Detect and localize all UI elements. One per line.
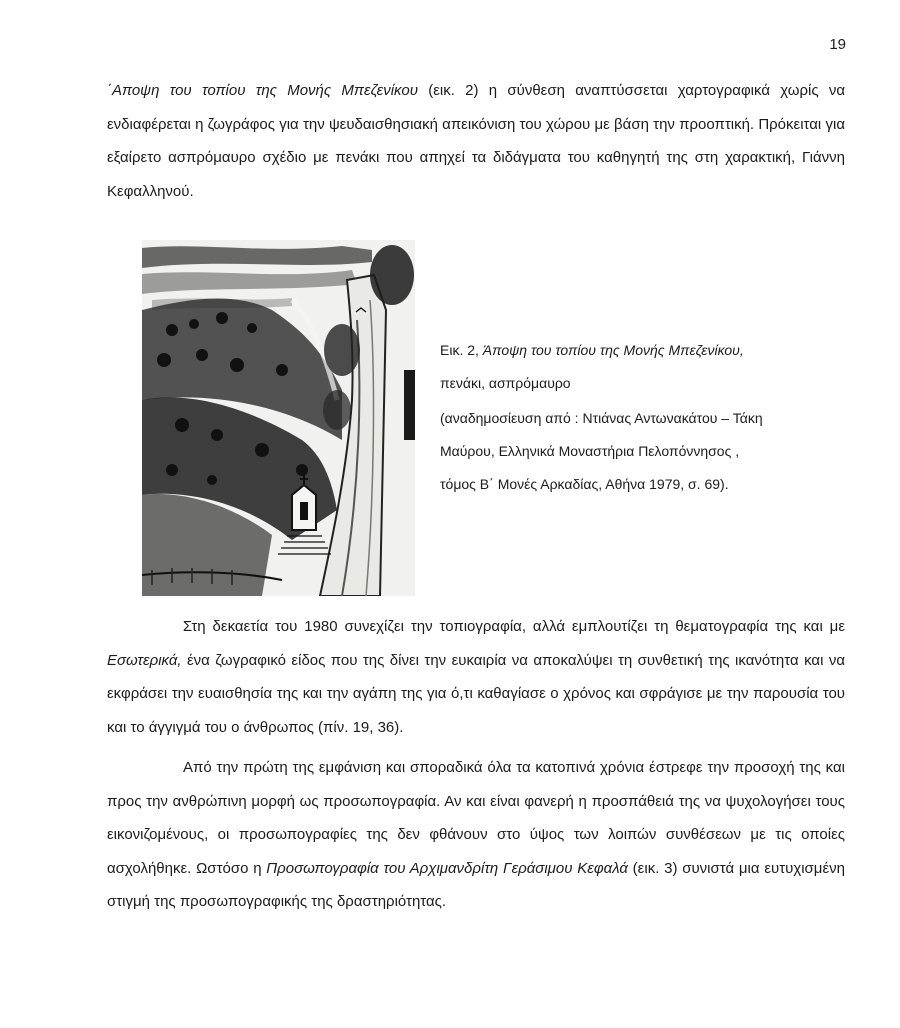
genre-term: Εσωτερικά, (107, 651, 182, 669)
paragraph-intro (107, 74, 845, 208)
paragraph-portraiture-text-1: Από την πρώτη της εμφάνιση και σποραδικά όλα τα κατοπινά χρόνια έστρεφε την προσοχή της και προς την ανθρώπινη μορφή ως προσωπογραφία. Αν και είναι φανερή η προσπάθειά της να ψυχολογήσει τους εικονιζομένους, οι προσωπογραφίες της δεν φθάνουν στο ύψος των λοιπών συνθέσεων με τις οποίες ασχολήθηκε. Ωστόσο η (107, 759, 845, 877)
monastery-landscape-sketch (142, 240, 415, 596)
page-number: 19 (829, 36, 846, 53)
figure-source-citation (440, 402, 820, 501)
paragraph-intro-text: (εικ. 2) η σύνθεση αναπτύσσεται χαρτογραφικά χωρίς να ενδιαφέρεται η ζωγράφος για την ψευδαισθησιακή απεικόνιση του χώρου με βάση την προοπτική. Πρόκειται για εξαίρετο ασπρόμαυρο σχέδιο με πενάκι που απηχεί τα διδάγματα του καθηγητή της στη χαρακτική, Γιάννη Κεφαλληνού. (107, 82, 845, 200)
paragraph-interiors-text-2: ένα ζωγραφικό είδος που της δίνει την ευκαιρία να αποκαλύψει τη συνθετική της ικανότητα και να εκφράσει την ευαισθησία της και την αγάπη της για ό,τι καθαγίασε ο χρόνος και σφράγισε με την παρουσία του και το άγγιγμά του ο άνθρωπος (πίν. 19, 36). (107, 651, 845, 736)
artwork-title: ΄Αποψη του τοπίου της Μονής Μπεζενίκου (107, 82, 418, 99)
paragraph-interiors (107, 610, 845, 744)
source-line-1: (αναδημοσίευση από : Ντιάνας Αντωνακάτου – Τάκη (440, 410, 763, 426)
paragraph-interiors-text-1: Στη δεκαετία του 1980 συνεχίζει την τοπιογραφία, αλλά εμπλουτίζει τη θεματογραφία της και με (182, 618, 846, 635)
paragraph-portraiture-text-2: (εικ. 3) συνιστά μια ευτυχισμένη στιγμή της προσωπογραφικής της δραστηριότητας. (107, 859, 845, 910)
indent (107, 618, 183, 635)
caption-prefix: Εικ. 2, (440, 342, 483, 358)
source-line-3: τόμος Β΄ Μονές Αρκαδίας, Αθήνα 1979, σ. 69). (440, 476, 729, 492)
source-line-2: Μαύρου, Ελληνικά Μοναστήρια Πελοπόννησος , (440, 443, 740, 459)
landscape-drawing-figure (142, 240, 415, 596)
figure-caption (440, 334, 820, 400)
caption-medium: πενάκι, ασπρόμαυρο (440, 375, 571, 391)
caption-artwork-title: Άποψη του τοπίου της Μονής Μπεζενίκου, (482, 342, 744, 358)
paragraph-portraiture (107, 751, 845, 919)
portrait-title: Προσωπογραφία του Αρχιμανδρίτη Γεράσιμου Κεφαλά (266, 859, 628, 877)
